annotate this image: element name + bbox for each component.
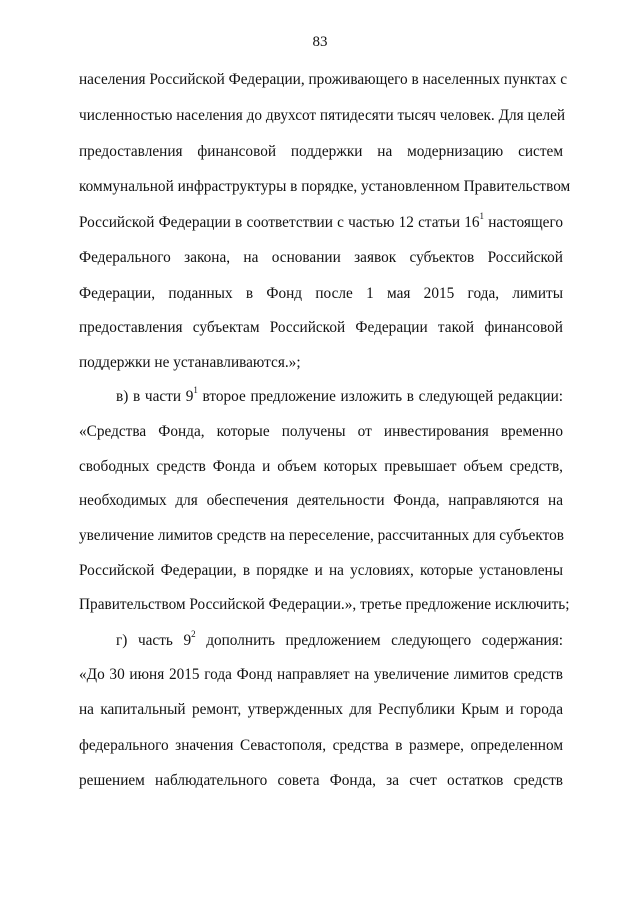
- text-segment: на капитальный ремонт, утвержденных для Республики Крым и города: [79, 701, 563, 718]
- text-segment: поддержки не устанавливаются.»;: [79, 354, 301, 371]
- text-line: [79, 106, 566, 126]
- text-line: [79, 353, 563, 373]
- text-segment: федерального значения Севастополя, средства в размере, определенном: [79, 737, 563, 754]
- text-segment: решением наблюдательного совета Фонда, за счет остатков средств: [79, 772, 563, 789]
- text-line: [79, 70, 568, 90]
- text-line: [79, 771, 563, 791]
- text-segment: настоящего: [484, 214, 563, 231]
- text-segment: дополнить предложением следующего содержания:: [195, 632, 563, 649]
- text-line: [79, 736, 563, 756]
- text-segment: Российской Федерации, в порядке и на условиях, которые установлены: [79, 562, 563, 579]
- text-segment: «До 30 июня 2015 года Фонд направляет на увеличение лимитов средств: [79, 666, 563, 683]
- text-segment: необходимых для обеспечения деятельности Фонда, направляются на: [79, 492, 563, 509]
- superscript: 1: [479, 210, 485, 221]
- text-line: [79, 422, 563, 442]
- text-segment: численностью населения до двухсот пятидесяти тысяч человек. Для целей: [79, 107, 566, 124]
- text-line: [79, 177, 571, 197]
- text-line: [79, 526, 563, 546]
- text-segment: предоставления финансовой поддержки на модернизацию систем: [79, 143, 563, 160]
- text-segment: второе предложение изложить в следующей редакции:: [197, 388, 564, 405]
- text-line: [116, 628, 563, 651]
- text-line: [79, 318, 563, 338]
- text-segment: Правительством Российской Федерации.», третье предложение исключить;: [79, 596, 570, 613]
- text-segment: Федерального закона, на основании заявок субъектов Российской: [79, 249, 563, 266]
- text-segment: Российской Федерации в соответствии с частью 12 статьи 16: [79, 214, 480, 231]
- text-segment: свободных средств Фонда и объем которых превышает объем средств,: [79, 458, 563, 475]
- superscript: 2: [191, 628, 196, 639]
- text-line: [79, 665, 563, 685]
- text-line: [79, 491, 563, 511]
- superscript: 1: [193, 384, 198, 395]
- text-segment: в) в части 9: [116, 388, 194, 405]
- text-line: [79, 248, 563, 268]
- text-line: [79, 595, 570, 615]
- text-line: [79, 210, 563, 233]
- text-line: [79, 142, 563, 162]
- text-segment: коммунальной инфраструктуры в порядке, установленном Правительством: [79, 178, 571, 195]
- text-line: [79, 700, 563, 720]
- text-segment: г) часть 9: [116, 632, 192, 649]
- text-segment: «Средства Фонда, которые получены от инвестирования временно: [79, 423, 563, 440]
- text-line: [79, 561, 563, 581]
- text-segment: увеличение лимитов средств на переселение, рассчитанных для субъектов: [79, 527, 565, 544]
- text-line: [116, 384, 564, 407]
- text-segment: Федерации, поданных в Фонд после 1 мая 2015 года, лимиты: [79, 285, 563, 302]
- text-segment: предоставления субъектам Российской Федерации такой финансовой: [79, 319, 563, 336]
- page-number: 83: [312, 34, 328, 50]
- text-line: [79, 457, 563, 477]
- text-segment: населения Российской Федерации, проживающего в населенных пунктах с: [79, 71, 568, 88]
- text-line: [79, 284, 563, 304]
